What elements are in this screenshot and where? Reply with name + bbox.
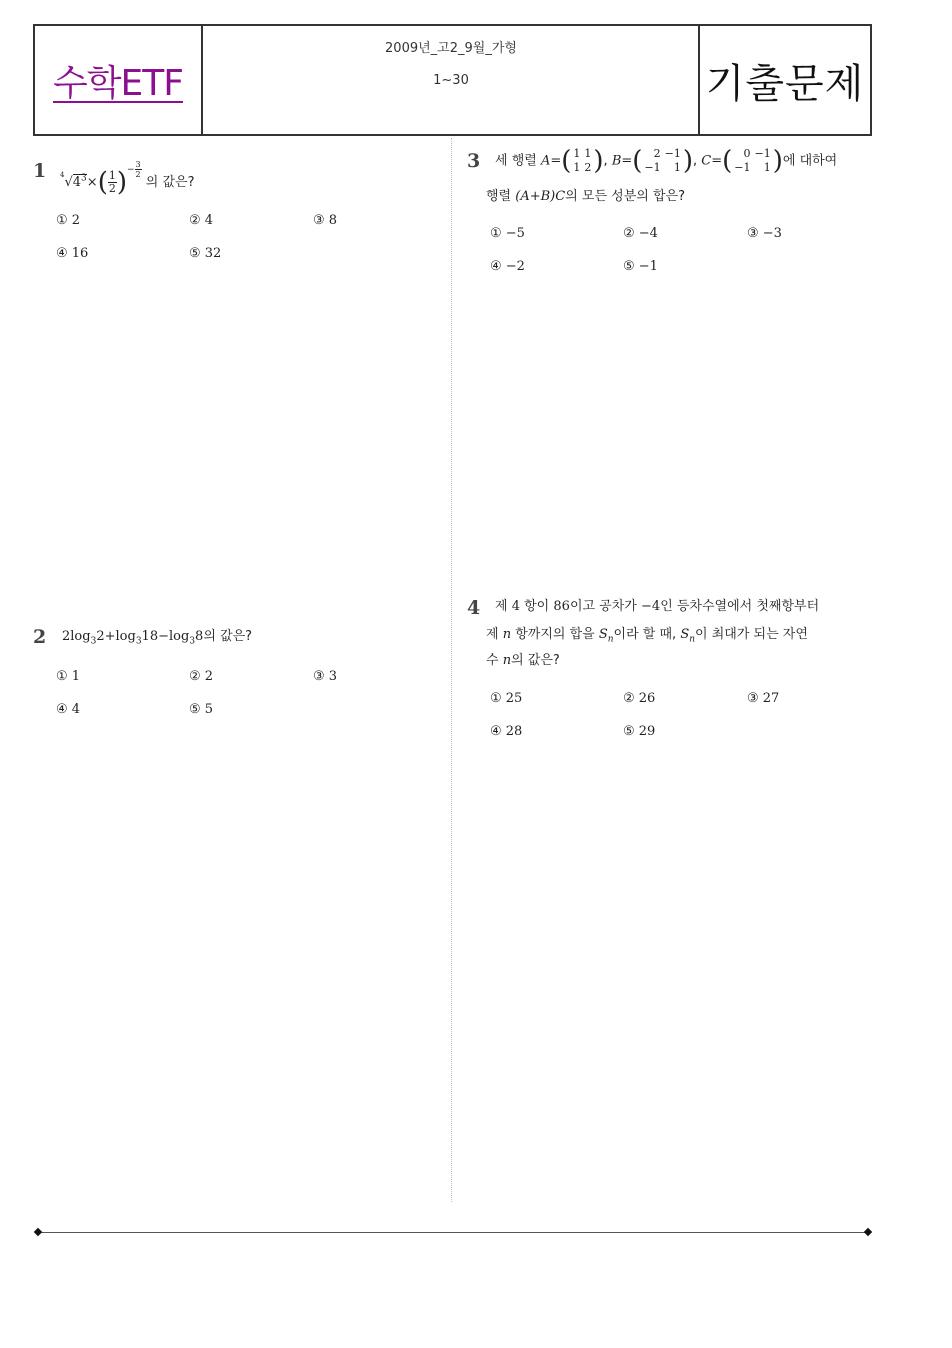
- question-number: 2: [33, 626, 47, 648]
- exam-title: 2009년_고2_9월_가형: [385, 41, 517, 56]
- question-number: 1: [33, 160, 47, 182]
- question-text-line-1: 세 행렬 A=( 1 1 1 2 ), B=( 2 −1 −1 1 ), C=( 0 −1 −1 1 )에 대하여: [495, 146, 838, 176]
- matrix-c: 0 −1 −1 1: [734, 147, 771, 174]
- choice-3[interactable]: ③ −3: [747, 226, 782, 241]
- column-divider: [451, 138, 452, 1202]
- question-text: [62, 624, 252, 655]
- question-suffix: 의 값은?: [145, 175, 195, 190]
- question-text-line-1: 제 4 항이 86이고 공차가 −4인 등차수열에서 첫째항부터: [495, 599, 820, 614]
- choice-3[interactable]: ③ 8: [313, 213, 338, 228]
- matrix-b: 2 −1 −1 1: [644, 147, 681, 174]
- badge-box: [698, 26, 870, 134]
- choice-2[interactable]: ② −4: [623, 226, 658, 241]
- choice-1[interactable]: ① −5: [490, 226, 525, 241]
- brand-logo: 수학ETF: [53, 62, 183, 104]
- math-expression: $2\log_32+\log_318-\log_38$: [62, 629, 204, 647]
- choice-1[interactable]: ① 25: [490, 691, 523, 706]
- question-text-line-2: 행렬 (A+B)C의 모든 성분의 합은?: [486, 189, 685, 204]
- choice-4[interactable]: ④ 4: [56, 702, 81, 717]
- choice-1[interactable]: ① 1: [56, 669, 81, 684]
- exam-header: [33, 24, 872, 136]
- choice-5[interactable]: ⑤ −1: [623, 259, 658, 274]
- past-exam-badge: 기출문제: [705, 60, 865, 107]
- choice-5[interactable]: ⑤ 32: [189, 246, 222, 261]
- matrix-a: 1 1 1 2: [573, 147, 592, 174]
- question-text: [60, 150, 195, 203]
- math-expression: $^4√4^3\times$( $\frac{1}{2}$ )$^{- \frac{3}{2}}$: [60, 160, 141, 198]
- choice-2[interactable]: ② 26: [623, 691, 656, 706]
- question-number: 3: [467, 150, 481, 172]
- question-text-line-2: 제 n 항까지의 합을 $S_n$이라 할 때, $S_n$이 최대가 되는 자연: [486, 627, 808, 645]
- choice-4[interactable]: ④ 28: [490, 724, 523, 739]
- footer-diamond-left-icon: [34, 1228, 42, 1236]
- choice-3[interactable]: ③ 3: [313, 669, 338, 684]
- brand-logo-box: [35, 26, 203, 134]
- question-number: 4: [467, 597, 481, 619]
- choice-4[interactable]: ④ 16: [56, 246, 89, 261]
- choice-3[interactable]: ③ 27: [747, 691, 780, 706]
- footer-rule: [38, 1232, 868, 1233]
- question-text-line-3: 수 n의 값은?: [486, 653, 560, 668]
- choice-4[interactable]: ④ −2: [490, 259, 525, 274]
- choice-1[interactable]: ① 2: [56, 213, 81, 228]
- question-range: 1~30: [433, 73, 469, 88]
- exam-info: [203, 26, 699, 134]
- footer-diamond-right-icon: [864, 1228, 872, 1236]
- choice-2[interactable]: ② 4: [189, 213, 214, 228]
- question-suffix: 의 값은?: [203, 629, 253, 644]
- choice-2[interactable]: ② 2: [189, 669, 214, 684]
- choice-5[interactable]: ⑤ 29: [623, 724, 656, 739]
- choice-5[interactable]: ⑤ 5: [189, 702, 214, 717]
